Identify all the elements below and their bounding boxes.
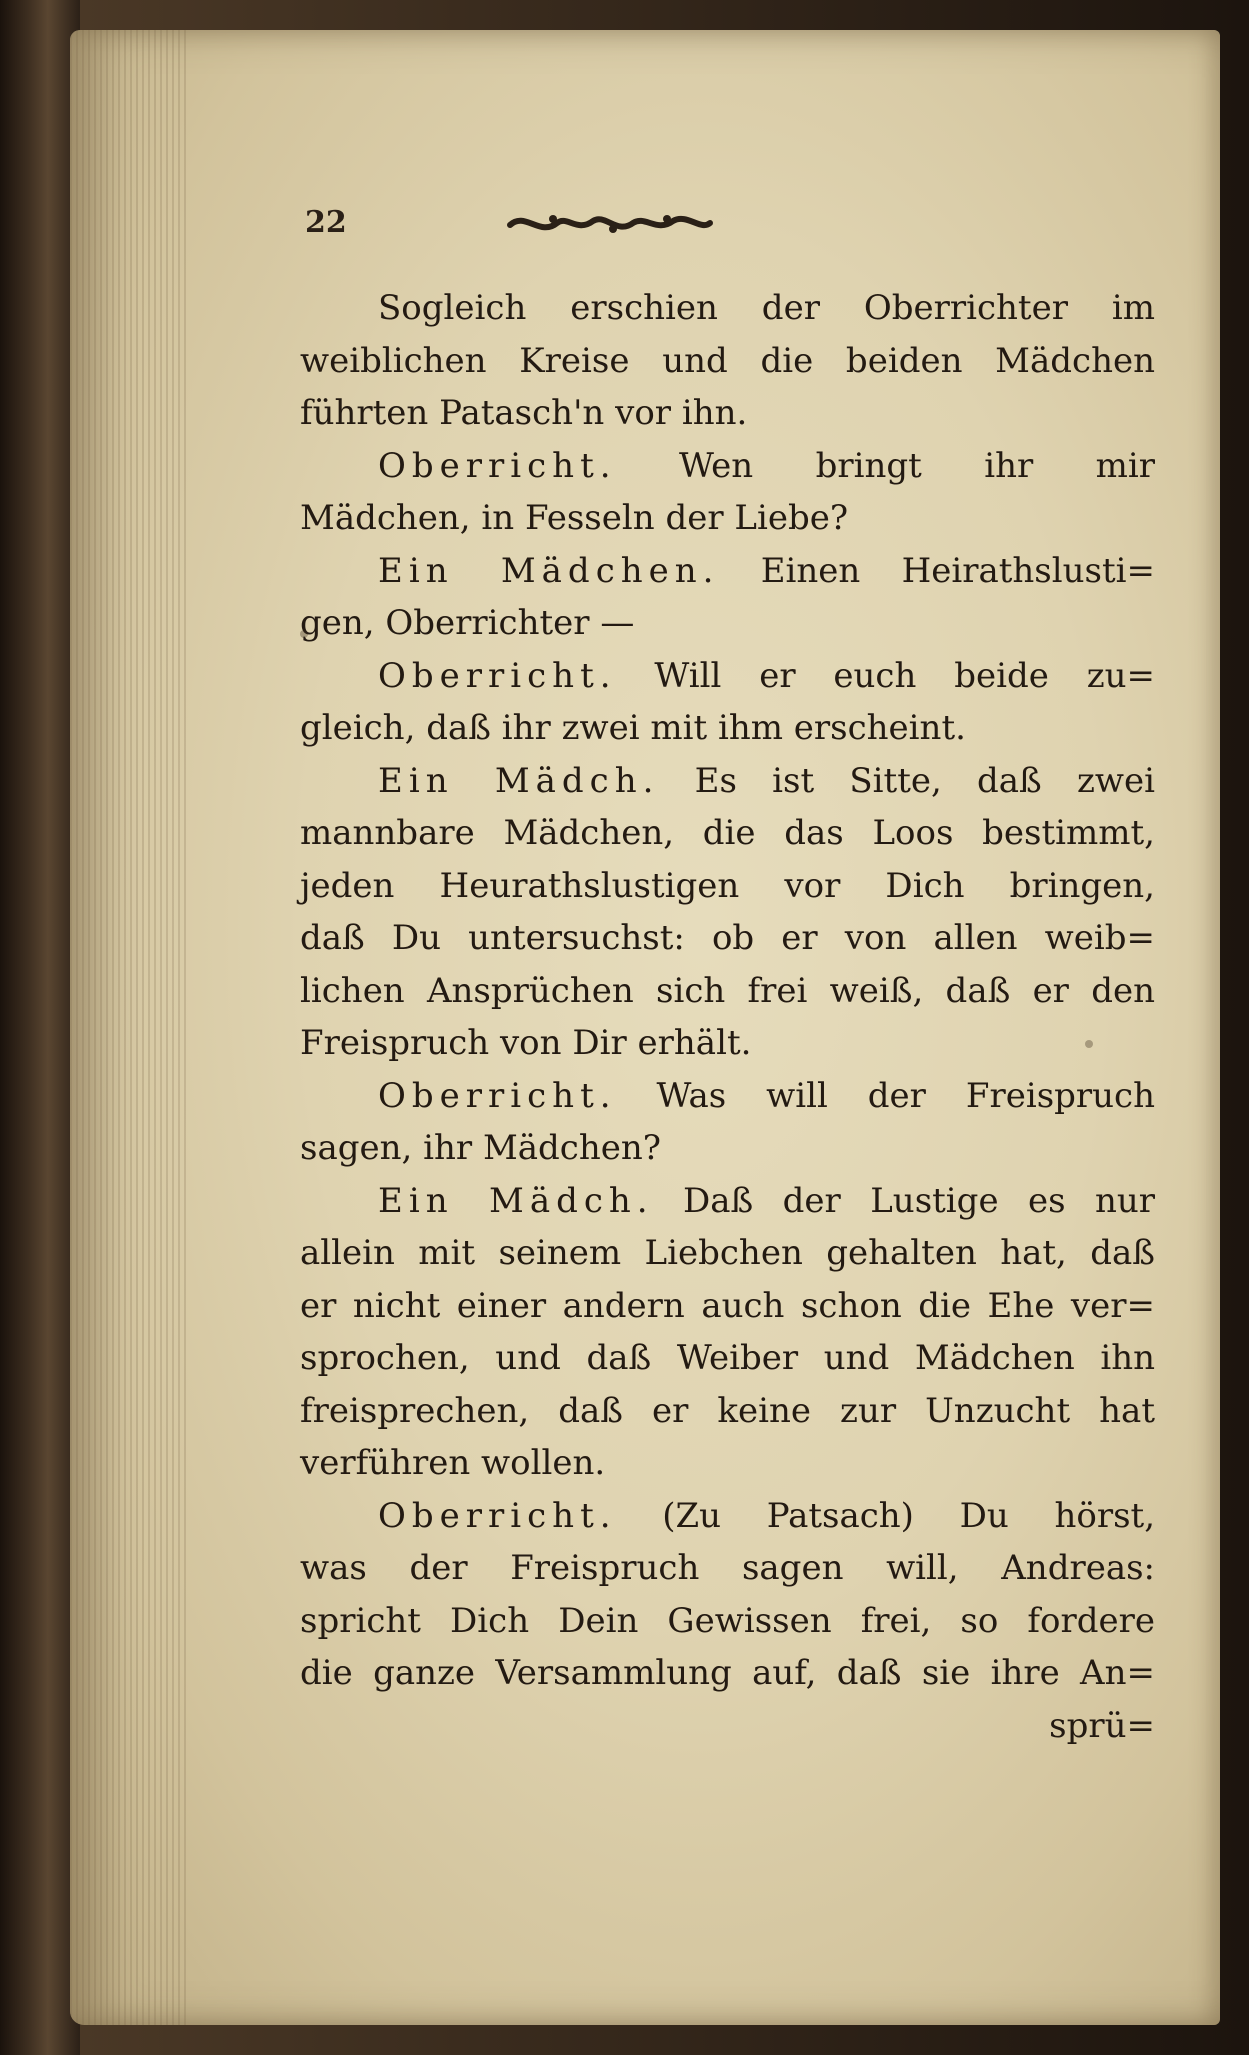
line-text: daß Du untersuchst: ob er von allen weib=: [300, 918, 1155, 958]
text-line: [300, 282, 1155, 335]
line-text: sprochen, und daß Weiber und Mädchen ihn: [300, 1338, 1155, 1378]
text-line: [300, 650, 1155, 703]
line-text: gen, Oberrichter —: [300, 603, 635, 643]
text-line: [300, 1175, 1155, 1228]
line-text: Freispruch von Dir erhält.: [300, 1023, 752, 1063]
text-line: [300, 912, 1155, 965]
text-line: [300, 702, 1155, 755]
text-line: [300, 492, 1155, 545]
line-text: sagen, ihr Mädchen?: [300, 1128, 661, 1168]
text-line: [300, 335, 1155, 388]
text-line: [300, 807, 1155, 860]
speaker-name: Ein Mädchen.: [378, 550, 720, 591]
line-text: gleich, daß ihr zwei mit ihm erscheint.: [300, 708, 966, 748]
text-line: [300, 1017, 1155, 1070]
text-line: [300, 1122, 1155, 1175]
text-line: [300, 597, 1155, 650]
text-line: [300, 1385, 1155, 1438]
text-line: [300, 1070, 1155, 1123]
decorative-vignette-icon: [505, 207, 715, 241]
line-text: verführen wollen.: [300, 1443, 606, 1483]
speaker-name: Oberricht.: [378, 445, 617, 486]
ink-spot: [300, 630, 308, 638]
page-header: [305, 205, 905, 245]
text-line: [300, 1227, 1155, 1280]
line-text: jeden Heurathslustigen vor Dich bringen,: [300, 865, 1155, 906]
line-text: er nicht einer andern auch schon die Ehe ver=: [300, 1285, 1155, 1326]
line-text: Es ist Sitte, daß zwei: [659, 760, 1155, 801]
line-text: mannbare Mädchen, die das Loos bestimmt,: [300, 813, 1155, 853]
line-text: Sogleich erschien der Oberrichter im: [378, 288, 1155, 328]
speaker-name: Oberricht.: [378, 1075, 617, 1116]
text-line: [300, 1490, 1155, 1543]
line-text: die ganze Versammlung auf, daß sie ihre An=: [300, 1653, 1155, 1693]
line-text: weiblichen Kreise und die beiden Mädchen: [300, 340, 1155, 381]
text-line: [300, 545, 1155, 598]
text-line: [300, 860, 1155, 913]
page-stack-edges: [70, 30, 190, 2025]
line-text: Daß der Lustige es nur: [653, 1180, 1155, 1221]
line-text: Will er euch beide zu=: [616, 655, 1155, 696]
line-text: führten Patasch'n vor ihn.: [300, 393, 748, 433]
text-line: [300, 1595, 1155, 1648]
speaker-name: Ein Mädch.: [378, 1180, 654, 1221]
line-text: lichen Ansprüchen sich frei weiß, daß er den: [300, 970, 1155, 1011]
ink-spot: [1085, 1040, 1093, 1048]
text-line: [300, 1437, 1155, 1490]
text-line: [300, 440, 1155, 493]
text-line: [300, 965, 1155, 1018]
line-text: allein mit seinem Liebchen gehalten hat, daß: [300, 1233, 1155, 1273]
line-text: Mädchen, in Fesseln der Liebe?: [300, 498, 849, 538]
line-text: freisprechen, daß er keine zur Unzucht hat: [300, 1390, 1155, 1431]
body-text: [300, 282, 1155, 1752]
text-line: [300, 1700, 1155, 1753]
line-text: sprü=: [1049, 1705, 1155, 1746]
speaker-name: Oberricht.: [378, 1495, 617, 1536]
text-line: [300, 1332, 1155, 1385]
line-text: Wen bringt ihr mir: [616, 445, 1155, 486]
text-line: [300, 387, 1155, 440]
text-line: [300, 755, 1155, 808]
line-text: Was will der Freispruch: [616, 1075, 1155, 1116]
text-line: [300, 1647, 1155, 1700]
book-cover-edge: [0, 0, 80, 2055]
text-line: [300, 1280, 1155, 1333]
speaker-name: Ein Mädch.: [378, 760, 660, 801]
page-number: 22: [305, 205, 347, 240]
line-text: Einen Heirathslusti=: [719, 550, 1156, 591]
text-line: [300, 1542, 1155, 1595]
speaker-name: Oberricht.: [378, 655, 617, 696]
line-text: spricht Dich Dein Gewissen frei, so fordere: [300, 1600, 1155, 1641]
line-text: (Zu Patsach) Du hörst,: [616, 1495, 1155, 1536]
line-text: was der Freispruch sagen will, Andreas:: [300, 1548, 1155, 1588]
